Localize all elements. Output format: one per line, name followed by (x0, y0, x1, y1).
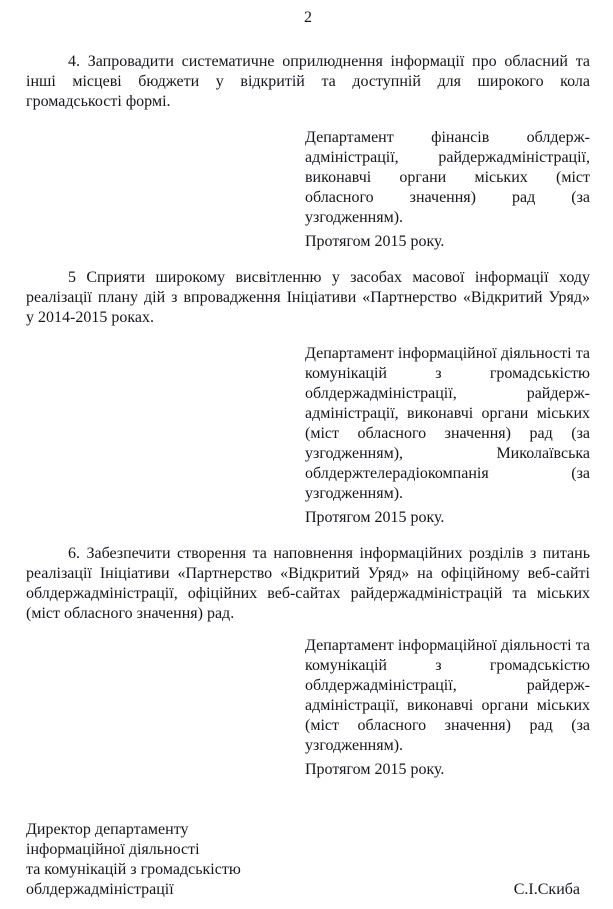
responsible-line: узгодженням), Миколаївська (305, 445, 590, 462)
paragraph-line: (міст обласного значення) рад. (26, 605, 235, 622)
responsible-line: адміністрації, виконавчі органи міських (305, 697, 590, 714)
responsible-line: адміністрації, райдержадміністрації, (305, 149, 590, 166)
paragraph-item-6 (26, 544, 590, 624)
paragraph-line: реалізації Ініціативи «Партнерство «Відкритий Уряд» на офіційному веб-сайті (26, 565, 590, 582)
paragraph-line: реалізації плану дій з впровадження Ініціативи «Партнерство «Відкритий Уряд» (26, 289, 590, 306)
paragraph-line: облдержадміністрації, офіційних веб-сайтах райдержадміністрацій та міських (26, 585, 590, 602)
page-number: 2 (304, 9, 312, 26)
paragraph-line: 5 Сприяти широкому висвітленню у засобах масової інформації ходу (68, 269, 590, 286)
signature-title-line: Директор департаменту (26, 821, 189, 838)
responsible-block-1 (305, 128, 590, 228)
signature-title-line: інформаційної діяльності (26, 841, 200, 858)
responsible-line: комунікацій з громадськістю (305, 365, 590, 382)
responsible-line: (міст обласного значення) рад (за (305, 717, 590, 734)
responsible-line: обласного значення) рад (за (305, 189, 590, 206)
signature-block (26, 820, 590, 900)
responsible-line: узгодженням). (305, 209, 404, 226)
responsible-line: комунікацій з громадськістю (305, 657, 590, 674)
signature-name: С.І.Скиба (513, 881, 580, 898)
responsible-line: узгодженням). (305, 485, 404, 502)
paragraph-line: у 2014-2015 роках. (26, 309, 154, 326)
paragraph-item-4 (26, 52, 590, 112)
responsible-line: виконавчі органи міських (міст (305, 169, 590, 186)
term-line-2: Протягом 2015 року. (305, 509, 445, 526)
responsible-line: (міст обласного значення) рад (за (305, 425, 590, 442)
term-line-3: Протягом 2015 року. (305, 761, 445, 778)
responsible-line: Департамент фінансів облдерж- (305, 129, 590, 146)
paragraph-line: 4. Запровадити систематичне оприлюднення інформації про обласний та (68, 53, 590, 70)
paragraph-line: інші місцеві бюджети у відкритій та доступній для широкого кола (26, 73, 590, 90)
responsible-line: Департамент інформаційної діяльності та (305, 345, 590, 362)
responsible-line: адміністрації, виконавчі органи міських (305, 405, 590, 422)
responsible-block-3 (305, 636, 590, 756)
paragraph-line: 6. Забезпечити створення та наповнення інформаційних розділів з питань (68, 545, 590, 562)
responsible-line: Департамент інформаційної діяльності та (305, 637, 590, 654)
responsible-line: облдержадміністрації, райдерж- (305, 677, 590, 694)
responsible-line: узгодженням). (305, 737, 404, 754)
responsible-block-2 (305, 344, 590, 504)
paragraph-line: громадськості формі. (26, 93, 171, 110)
signature-title-line: та комунікацій з громадськістю (26, 861, 241, 878)
paragraph-item-5 (26, 268, 590, 328)
signature-title (26, 820, 241, 900)
term-line-1: Протягом 2015 року. (305, 233, 445, 250)
responsible-line: облдержадміністрації, райдерж- (305, 385, 590, 402)
signature-title-line: облдержадміністрації (26, 881, 174, 898)
responsible-line: облдержтелерадіокомпанія (за (305, 465, 590, 482)
